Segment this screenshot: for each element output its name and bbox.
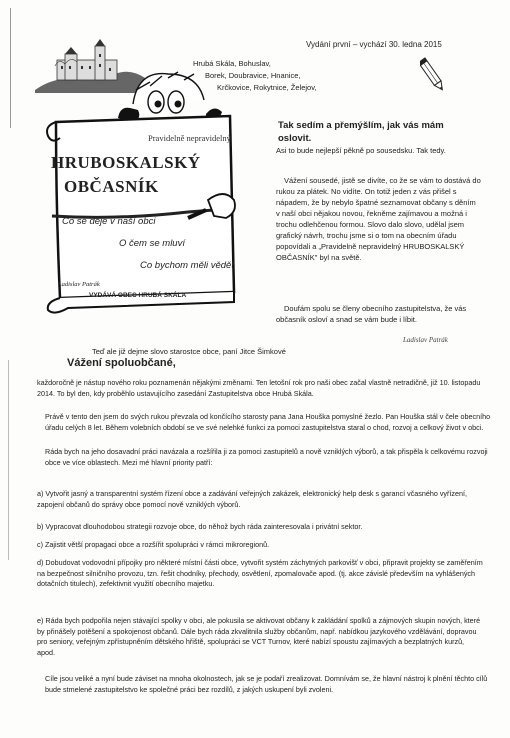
editorial-paragraph: Doufám spolu se členy obecního zastupitelstva, že vás občasník osloví a snad se vám bude i líbit. (276, 304, 467, 324)
priority-item: c) Zajistit větší propagaci obce a rozšířit spolupráci v rámci mikroregionů. (37, 540, 270, 549)
priority-item: b) Vypracovat dlouhodobou strategii rozvoje obce, do něhož bych ráda zainteresovala i privátní sektor. (37, 522, 363, 531)
villages-line: Borek, Doubravice, Hnanice, (205, 71, 301, 80)
issue-date: Vydání první – vychází 30. ledna 2015 (306, 40, 442, 49)
body-paragraph: Právě v tento den jsem do svých rukou převzala od končícího starosty pana Jana Houška pomyslné žezlo. Pan Houška stál v čele obecního úřadu celých 8 let. Během volebních období se ve své nelehké funkci za pomoci zastupitelstva staral o chod, rozvoj a celkový život v obci. (45, 412, 491, 432)
poster-tagline: Co bychom měli vědět (140, 260, 234, 271)
priority-item: a) Vytvořit jasný a transparentní systém řízení obce a zadávání veřejných zakázek, elektronický help desk s garancí včasného vyřízení, zapojení občanů do správy obce pomocí nově vzniklých výborů. (37, 489, 467, 509)
body-paragraph: Ráda bych na jeho dosavadní práci navázala a rozšířila ji za pomoci zastupitelů a nově vzniklých výborů, a tak přispěla k celkovému rozvoji obce ve více oblastech. Mezi mé hlavní priority patří: (45, 447, 488, 467)
body-paragraph: každoročně je nástup nového roku poznamenán nějakými změnami. Ten letošní rok pro naši obec začal vlastně netradičně, již 10. listopadu 2014. To byl den, kdy proběhlo ustavujícího zasedání Zastupitelstva obce Hrubá Skála. (37, 378, 481, 398)
poster-publisher: VYDÁVÁ OBEC HRUBÁ SKÁLA (89, 292, 187, 299)
editorial-heading: Tak sedím a přemýšlím, jak vás mám oslovit. (278, 120, 444, 144)
poster-signature: Ladislav Patrák (58, 281, 100, 288)
mayor-intro: Teď ale již dejme slovo starostce obce, paní Jitce Šimkové (92, 347, 286, 356)
villages-line: Krčkovice, Rokytnice, Želejov, (217, 83, 317, 92)
priority-item: e) Ráda bych podpořila nejen stávající spolky v obci, ale pokusila se aktivovat občany k zakládání spolků a zájmových skupin nových, které by přinášely potěšení a spokojenost občanů. Dále bych ráda zkvalitnila služby občanům, např. nabídkou jazykového vzdělávání, dopravou pro seniory, veřejným zpřístupněním dětského hřiště, spolupráci se VCT Turnov, které nabízí spoustu zajímavých a bezplatných kurzů, apod. (37, 616, 481, 657)
margin-line (10, 8, 11, 128)
pencil-icon (420, 55, 444, 95)
editorial-signature: Ladislav Patrák (403, 336, 448, 344)
editorial-paragraph: Vážení sousedé, jistě se divíte, co že se vám to dostává do rukou za plátek. No vidíte. On totiž jeden z vás přišel s nápadem, že by nebylo špatné seznamovat občany s děním v naší obci nějakou novou, řekněme zajímavou a možná i trochu odlehčenou formou. Slovo dalo slovo, udělal jsem grafický návrh, trochu jsme si o tom na obecním úřadu popovídali a „Pravidelně nepravidelný HRUBOSKALSKÝ OBČASNÍK" byl na světě. (276, 176, 481, 262)
greeting-heading: Vážení spoluobčané, (67, 357, 176, 369)
priority-item: d) Dobudovat vodovodní přípojky pro některé místní části obce, vytvořit systém záchytných parkovišť v obci, připravit projekty se zaměřením na bezpečnost silničního provozu, tzn. řešit chodníky, přechody, osvětlení, zpomalovače apod. (tj. akce závislé především na vyhlášených dotačních titulech), zefektivnit využití obecního majetku. (37, 558, 483, 588)
poster-tagline: O čem se mluví (119, 238, 185, 249)
body-paragraph: Cíle jsou veliké a nyní bude záviset na mnoha okolnostech, jak se je podaří zrealizovat. Domnívám se, že hlavní nástroj k plnění těchto cílů bude stmelené zastupitelstvo ke společné práci bez rozdílů, z jakých uskupení byli zvoleni. (45, 674, 488, 694)
poster-subtitle: Pravidelně nepravidelný (148, 133, 231, 143)
villages-line: Hrubá Skála, Bohuslav, (193, 59, 271, 68)
margin-line (8, 360, 9, 560)
poster-title-line-2: OBČASNÍK (64, 177, 159, 196)
poster-title-line-1: HRUBOSKALSKÝ (51, 153, 201, 172)
editorial-paragraph: Asi to bude nejlepší pěkně po sousedsku. Tak tedy. (276, 146, 446, 155)
poster-tagline: Co se děje v naší obci (62, 216, 156, 227)
